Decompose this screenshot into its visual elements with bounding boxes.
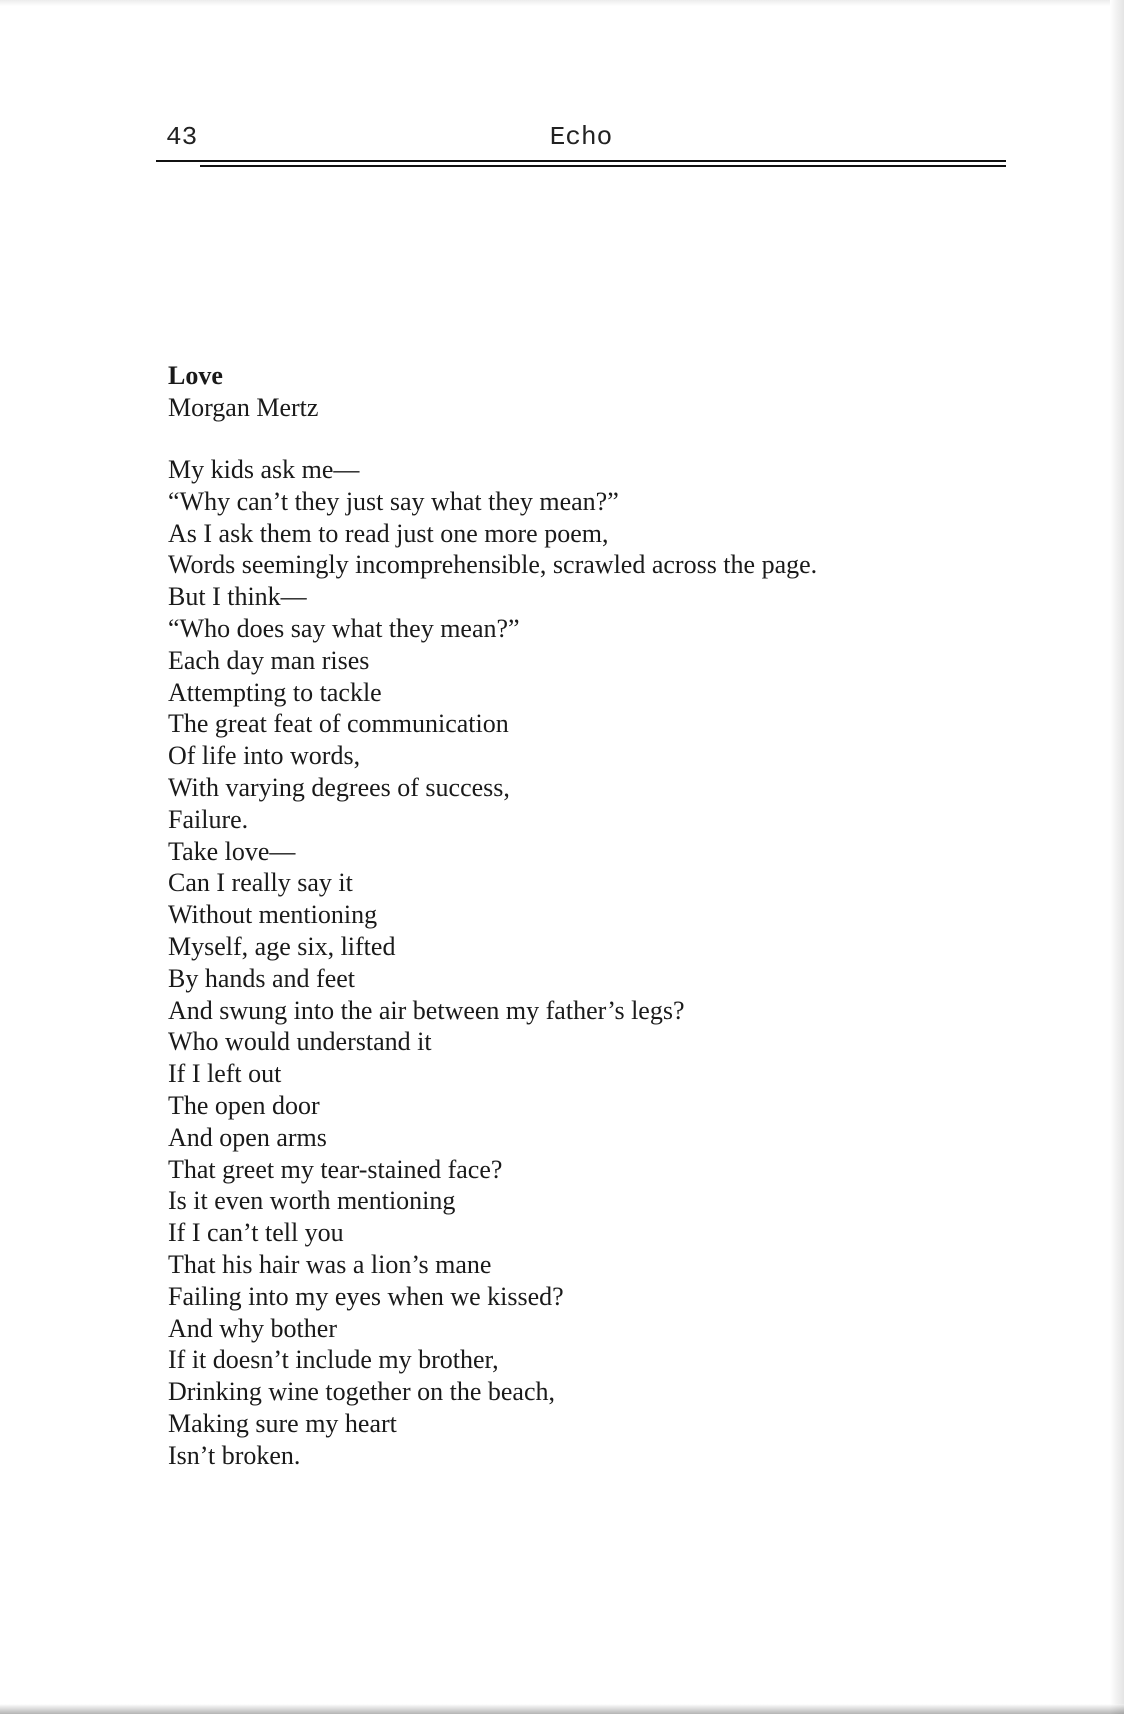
poem-line: Without mentioning	[168, 900, 378, 930]
poem-line: “Who does say what they mean?”	[168, 613, 520, 643]
running-header	[156, 122, 1006, 156]
poem-line: That greet my tear-stained face?	[168, 1154, 503, 1184]
header-rule-thick	[156, 160, 1006, 162]
poem-body	[168, 454, 1028, 1472]
poem-line: If I left out	[168, 1059, 282, 1089]
poem-line: My kids ask me—	[168, 455, 360, 484]
page-number: 43	[166, 122, 198, 152]
poem-title: Love	[168, 361, 223, 390]
header-rule-thin	[200, 165, 1006, 167]
poem-line: Failure.	[168, 804, 249, 834]
poem-line: That his hair was a lion’s mane	[168, 1249, 492, 1279]
poem-line: And why bother	[168, 1313, 337, 1343]
poem-line: Making sure my heart	[168, 1408, 397, 1438]
poem-line: With varying degrees of success,	[168, 772, 510, 802]
poem-line: Drinking wine together on the beach,	[168, 1377, 555, 1407]
poem-line: The great feat of communication	[168, 709, 509, 739]
poem-author: Morgan Mertz	[168, 393, 319, 422]
poem-line: Each day man rises	[168, 645, 370, 675]
page-edge-bottom	[0, 1704, 1124, 1714]
poem-line: Take love—	[168, 836, 296, 866]
poem-line: And open arms	[168, 1122, 327, 1152]
poem-line: Is it even worth mentioning	[168, 1186, 456, 1216]
page-edge-top	[0, 0, 1124, 6]
poem-line: Of life into words,	[168, 741, 361, 771]
page-edge-right	[1110, 0, 1124, 1714]
poem-line: But I think—	[168, 582, 307, 612]
poem-line: Attempting to tackle	[168, 677, 382, 707]
poem-line: Words seemingly incomprehensible, scrawled across the page.	[168, 550, 818, 580]
poem-line: Myself, age six, lifted	[168, 931, 396, 961]
poem-line: Failing into my eyes when we kissed?	[168, 1281, 564, 1311]
poem-line: And swung into the air between my father’s legs?	[168, 995, 685, 1025]
poem-line: “Why can’t they just say what they mean?”	[168, 486, 619, 516]
poem-line: By hands and feet	[168, 963, 356, 993]
poem-line: Can I really say it	[168, 868, 353, 898]
poem	[168, 360, 1028, 1472]
poem-line: Isn’t broken.	[168, 1440, 301, 1470]
poem-line: The open door	[168, 1090, 320, 1120]
poem-line: As I ask them to read just one more poem,	[168, 518, 609, 548]
poem-line: If it doesn’t include my brother,	[168, 1345, 499, 1375]
journal-title: Echo	[549, 122, 613, 152]
poem-line: If I can’t tell you	[168, 1218, 344, 1248]
poem-line: Who would understand it	[168, 1027, 432, 1057]
